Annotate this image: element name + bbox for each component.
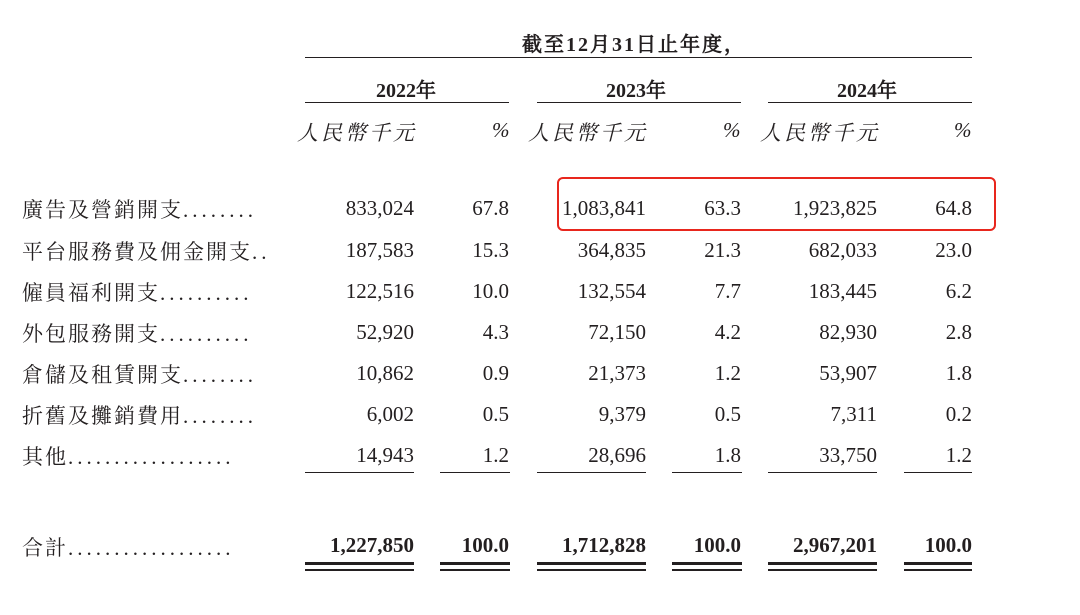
year-header-2024: 2024年 bbox=[837, 80, 897, 102]
cell-2023-pct: 21.3 bbox=[704, 238, 741, 262]
cell-2023-pct: 1.8 bbox=[714, 443, 741, 467]
unit-label-2023: 人民幣千元 bbox=[528, 121, 648, 145]
cell-2023-pct: 63.3 bbox=[704, 196, 741, 220]
double-rule-bottom bbox=[904, 569, 972, 571]
total-label: 合計.................. bbox=[22, 536, 235, 560]
double-rule-top bbox=[537, 562, 646, 565]
subtotal-rule bbox=[440, 472, 510, 473]
cell-2023-pct: 4.2 bbox=[714, 320, 741, 344]
double-rule-top bbox=[672, 562, 742, 565]
double-rule-bottom bbox=[440, 569, 510, 571]
cell-2023-value: 72,150 bbox=[588, 320, 646, 344]
cell-2024-pct: 1.2 bbox=[945, 443, 972, 467]
double-rule-bottom bbox=[537, 569, 646, 571]
double-rule-top bbox=[305, 562, 414, 565]
total-2022-pct: 100.0 bbox=[461, 533, 509, 557]
cell-2024-pct: 23.0 bbox=[935, 238, 972, 262]
cell-2023-value: 28,696 bbox=[588, 443, 646, 467]
cell-2023-value: 364,835 bbox=[577, 238, 646, 262]
cell-2024-pct: 2.8 bbox=[945, 320, 972, 344]
cell-2022-value: 122,516 bbox=[345, 279, 414, 303]
cell-2022-value: 833,024 bbox=[345, 196, 414, 220]
cell-2024-value: 1,923,825 bbox=[793, 196, 877, 220]
cell-2022-value: 6,002 bbox=[366, 402, 414, 426]
cell-2022-value: 10,862 bbox=[356, 361, 414, 385]
period-header: 截至12月31日止年度， bbox=[522, 34, 746, 56]
double-rule-top bbox=[904, 562, 972, 565]
cell-2023-pct: 1.2 bbox=[714, 361, 741, 385]
year-header-2022: 2022年 bbox=[376, 80, 436, 102]
year-rule-2023 bbox=[537, 102, 741, 103]
cell-2022-pct: 67.8 bbox=[472, 196, 509, 220]
cell-2023-value: 1,083,841 bbox=[562, 196, 646, 220]
header-rule bbox=[305, 57, 972, 58]
cell-2024-value: 682,033 bbox=[808, 238, 877, 262]
cell-2023-pct: 0.5 bbox=[714, 402, 741, 426]
row-label: 其他.................. bbox=[22, 445, 235, 469]
row-label: 僱員福利開支.......... bbox=[22, 281, 253, 305]
cell-2024-pct: 6.2 bbox=[945, 279, 972, 303]
cell-2022-value: 14,943 bbox=[356, 443, 414, 467]
cell-2024-value: 183,445 bbox=[808, 279, 877, 303]
cell-2022-pct: 10.0 bbox=[472, 279, 509, 303]
cell-2023-value: 132,554 bbox=[577, 279, 646, 303]
cell-2022-pct: 4.3 bbox=[482, 320, 509, 344]
row-label: 外包服務開支.......... bbox=[22, 322, 253, 346]
double-rule-bottom bbox=[768, 569, 877, 571]
cell-2024-value: 53,907 bbox=[819, 361, 877, 385]
cell-2022-pct: 1.2 bbox=[482, 443, 509, 467]
cell-2022-pct: 0.9 bbox=[482, 361, 509, 385]
row-label: 廣告及營銷開支........ bbox=[22, 198, 257, 222]
cell-2024-pct: 64.8 bbox=[935, 196, 972, 220]
pct-label-2024: % bbox=[954, 118, 972, 142]
total-2024-value: 2,967,201 bbox=[793, 533, 877, 557]
year-rule-2024 bbox=[768, 102, 972, 103]
double-rule-top bbox=[440, 562, 510, 565]
cell-2024-pct: 0.2 bbox=[945, 402, 972, 426]
cell-2022-pct: 0.5 bbox=[482, 402, 509, 426]
cell-2022-pct: 15.3 bbox=[472, 238, 509, 262]
pct-label-2023: % bbox=[723, 118, 741, 142]
subtotal-rule bbox=[537, 472, 646, 473]
row-label: 平台服務費及佣金開支.. bbox=[22, 240, 271, 264]
year-header-2023: 2023年 bbox=[606, 80, 666, 102]
cell-2024-value: 7,311 bbox=[830, 402, 877, 426]
cell-2022-value: 187,583 bbox=[345, 238, 414, 262]
subtotal-rule bbox=[305, 472, 414, 473]
subtotal-rule bbox=[672, 472, 742, 473]
pct-label-2022: % bbox=[492, 118, 510, 142]
cell-2022-value: 52,920 bbox=[356, 320, 414, 344]
total-2022-value: 1,227,850 bbox=[330, 533, 414, 557]
cell-2023-pct: 7.7 bbox=[714, 279, 741, 303]
unit-label-2022: 人民幣千元 bbox=[297, 121, 417, 145]
double-rule-bottom bbox=[672, 569, 742, 571]
unit-label-2024: 人民幣千元 bbox=[760, 121, 880, 145]
double-rule-bottom bbox=[305, 569, 414, 571]
total-2024-pct: 100.0 bbox=[924, 533, 972, 557]
double-rule-top bbox=[768, 562, 877, 565]
cell-2023-value: 9,379 bbox=[598, 402, 646, 426]
total-2023-pct: 100.0 bbox=[693, 533, 741, 557]
subtotal-rule bbox=[768, 472, 877, 473]
subtotal-rule bbox=[904, 472, 972, 473]
cell-2024-value: 82,930 bbox=[819, 320, 877, 344]
row-label: 倉儲及租賃開支........ bbox=[22, 363, 257, 387]
cell-2024-value: 33,750 bbox=[819, 443, 877, 467]
row-label: 折舊及攤銷費用........ bbox=[22, 404, 257, 428]
total-2023-value: 1,712,828 bbox=[562, 533, 646, 557]
cell-2023-value: 21,373 bbox=[588, 361, 646, 385]
year-rule-2022 bbox=[305, 102, 509, 103]
cell-2024-pct: 1.8 bbox=[945, 361, 972, 385]
